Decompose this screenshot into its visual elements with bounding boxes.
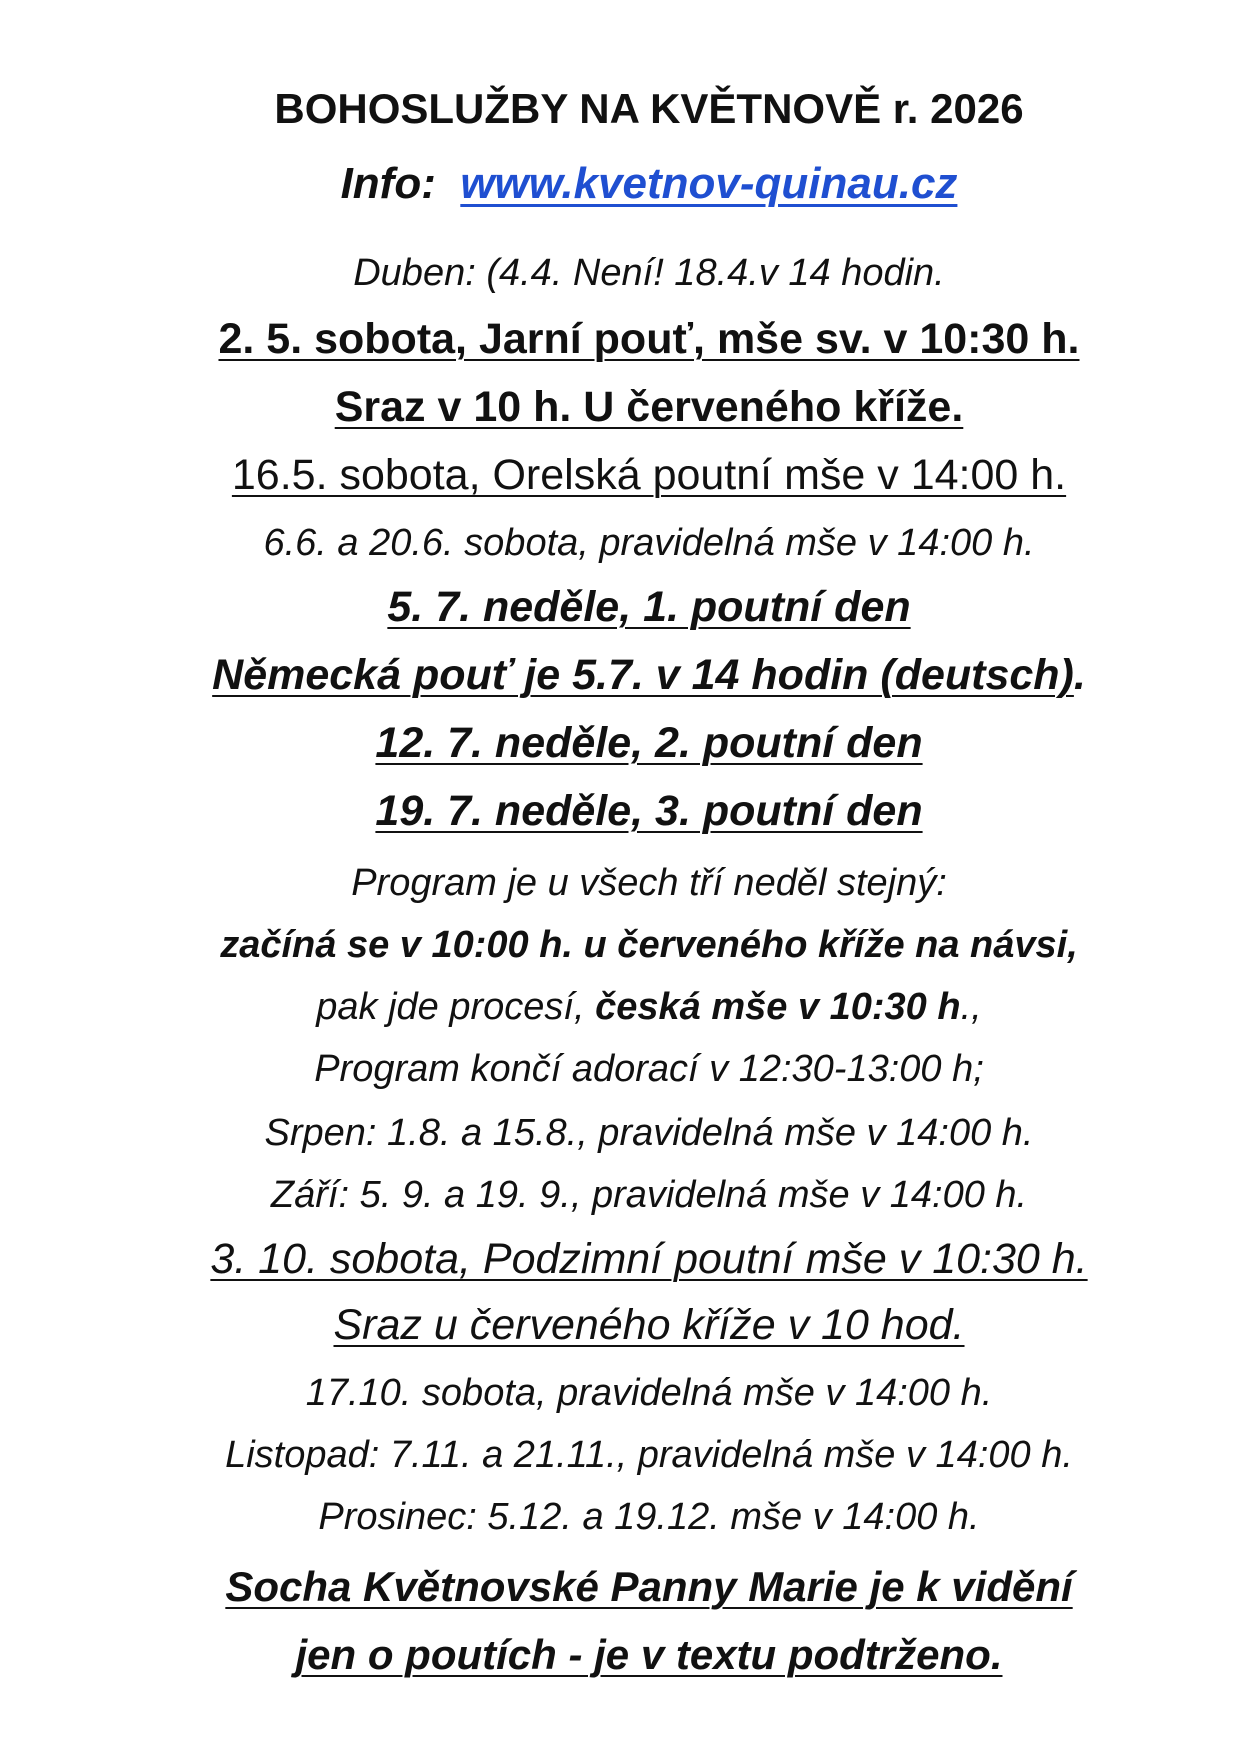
autumn-meeting-line	[0, 1301, 1242, 1349]
adoration-line: Program končí adorací v 12:30-13:00 h;	[314, 1048, 984, 1090]
procession-end-text: .,	[960, 986, 982, 1028]
german-pilgrimage-period: .	[1073, 651, 1086, 699]
pilgrimage-day-2-text: 12. 7. neděle, 2. poutní den	[375, 719, 923, 767]
pilgrimage-day-2-line	[0, 719, 1242, 767]
german-pilgrimage-text: Německá pouť je 5.7. v 14 hodin (deutsch)	[212, 651, 1074, 699]
autumn-pilgrimage-text: 3. 10. sobota, Podzimní poutní mše v 10:30 h.	[210, 1235, 1088, 1283]
april-line: Duben: (4.4. Není! 18.4.v 14 hodin.	[353, 252, 945, 294]
december-line: Prosinec: 5.12. a 19.12. mše v 14:00 h.	[318, 1496, 980, 1538]
statue-note-text-2: jen o poutích - je v textu podtrženo.	[295, 1631, 1003, 1678]
autumn-pilgrimage-line	[0, 1235, 1242, 1283]
page-title: BOHOSLUŽBY NA KVĚTNOVĚ r. 2026	[274, 85, 1024, 132]
orel-mass-text: 16.5. sobota, Orelská poutní mše v 14:00 h.	[231, 451, 1067, 499]
orel-mass-line	[0, 451, 1242, 499]
info-label: Info:	[340, 159, 436, 208]
pilgrimage-day-3-line	[0, 787, 1242, 835]
november-line: Listopad: 7.11. a 21.11., pravidelná mše v 14:00 h.	[225, 1434, 1073, 1476]
czech-mass-text: česká mše v 10:30 h	[595, 986, 961, 1028]
pilgrimage-day-1-line	[0, 583, 1242, 631]
website-link[interactable]: www.kvetnov-quinau.cz	[460, 159, 958, 208]
june-line: 6.6. a 20.6. sobota, pravidelná mše v 14:00 h.	[263, 522, 1035, 564]
german-pilgrimage-line	[0, 651, 1242, 699]
procession-text: pak jde procesí,	[316, 986, 596, 1028]
spring-meeting-line	[0, 383, 1242, 431]
spring-pilgrimage-text: 2. 5. sobota, Jarní pouť, mše sv. v 10:30 h.	[218, 315, 1080, 363]
info-line	[0, 159, 1242, 208]
statue-note-line-2	[0, 1631, 1242, 1678]
program-start-line: začíná se v 10:00 h. u červeného kříže na návsi,	[220, 924, 1078, 966]
statue-note-text-1: Socha Květnovské Panny Marie je k vidění	[225, 1563, 1073, 1610]
pilgrimage-day-3-text: 19. 7. neděle, 3. poutní den	[375, 787, 923, 835]
procession-line	[0, 988, 1242, 1026]
september-line: Září: 5. 9. a 19. 9., pravidelná mše v 14:00 h.	[270, 1174, 1028, 1216]
october-line: 17.10. sobota, pravidelná mše v 14:00 h.	[305, 1372, 993, 1414]
autumn-meeting-text: Sraz u červeného kříže v 10 hod.	[333, 1301, 965, 1349]
program-intro-line: Program je u všech tří neděl stejný:	[351, 862, 947, 904]
spring-meeting-text: Sraz v 10 h. U červeného kříže.	[334, 383, 964, 431]
spring-pilgrimage-line	[0, 315, 1242, 363]
august-line: Srpen: 1.8. a 15.8., pravidelná mše v 14:00 h.	[264, 1112, 1034, 1154]
pilgrimage-day-1-text: 5. 7. neděle, 1. poutní den	[387, 583, 911, 631]
statue-note-line-1	[0, 1563, 1242, 1610]
